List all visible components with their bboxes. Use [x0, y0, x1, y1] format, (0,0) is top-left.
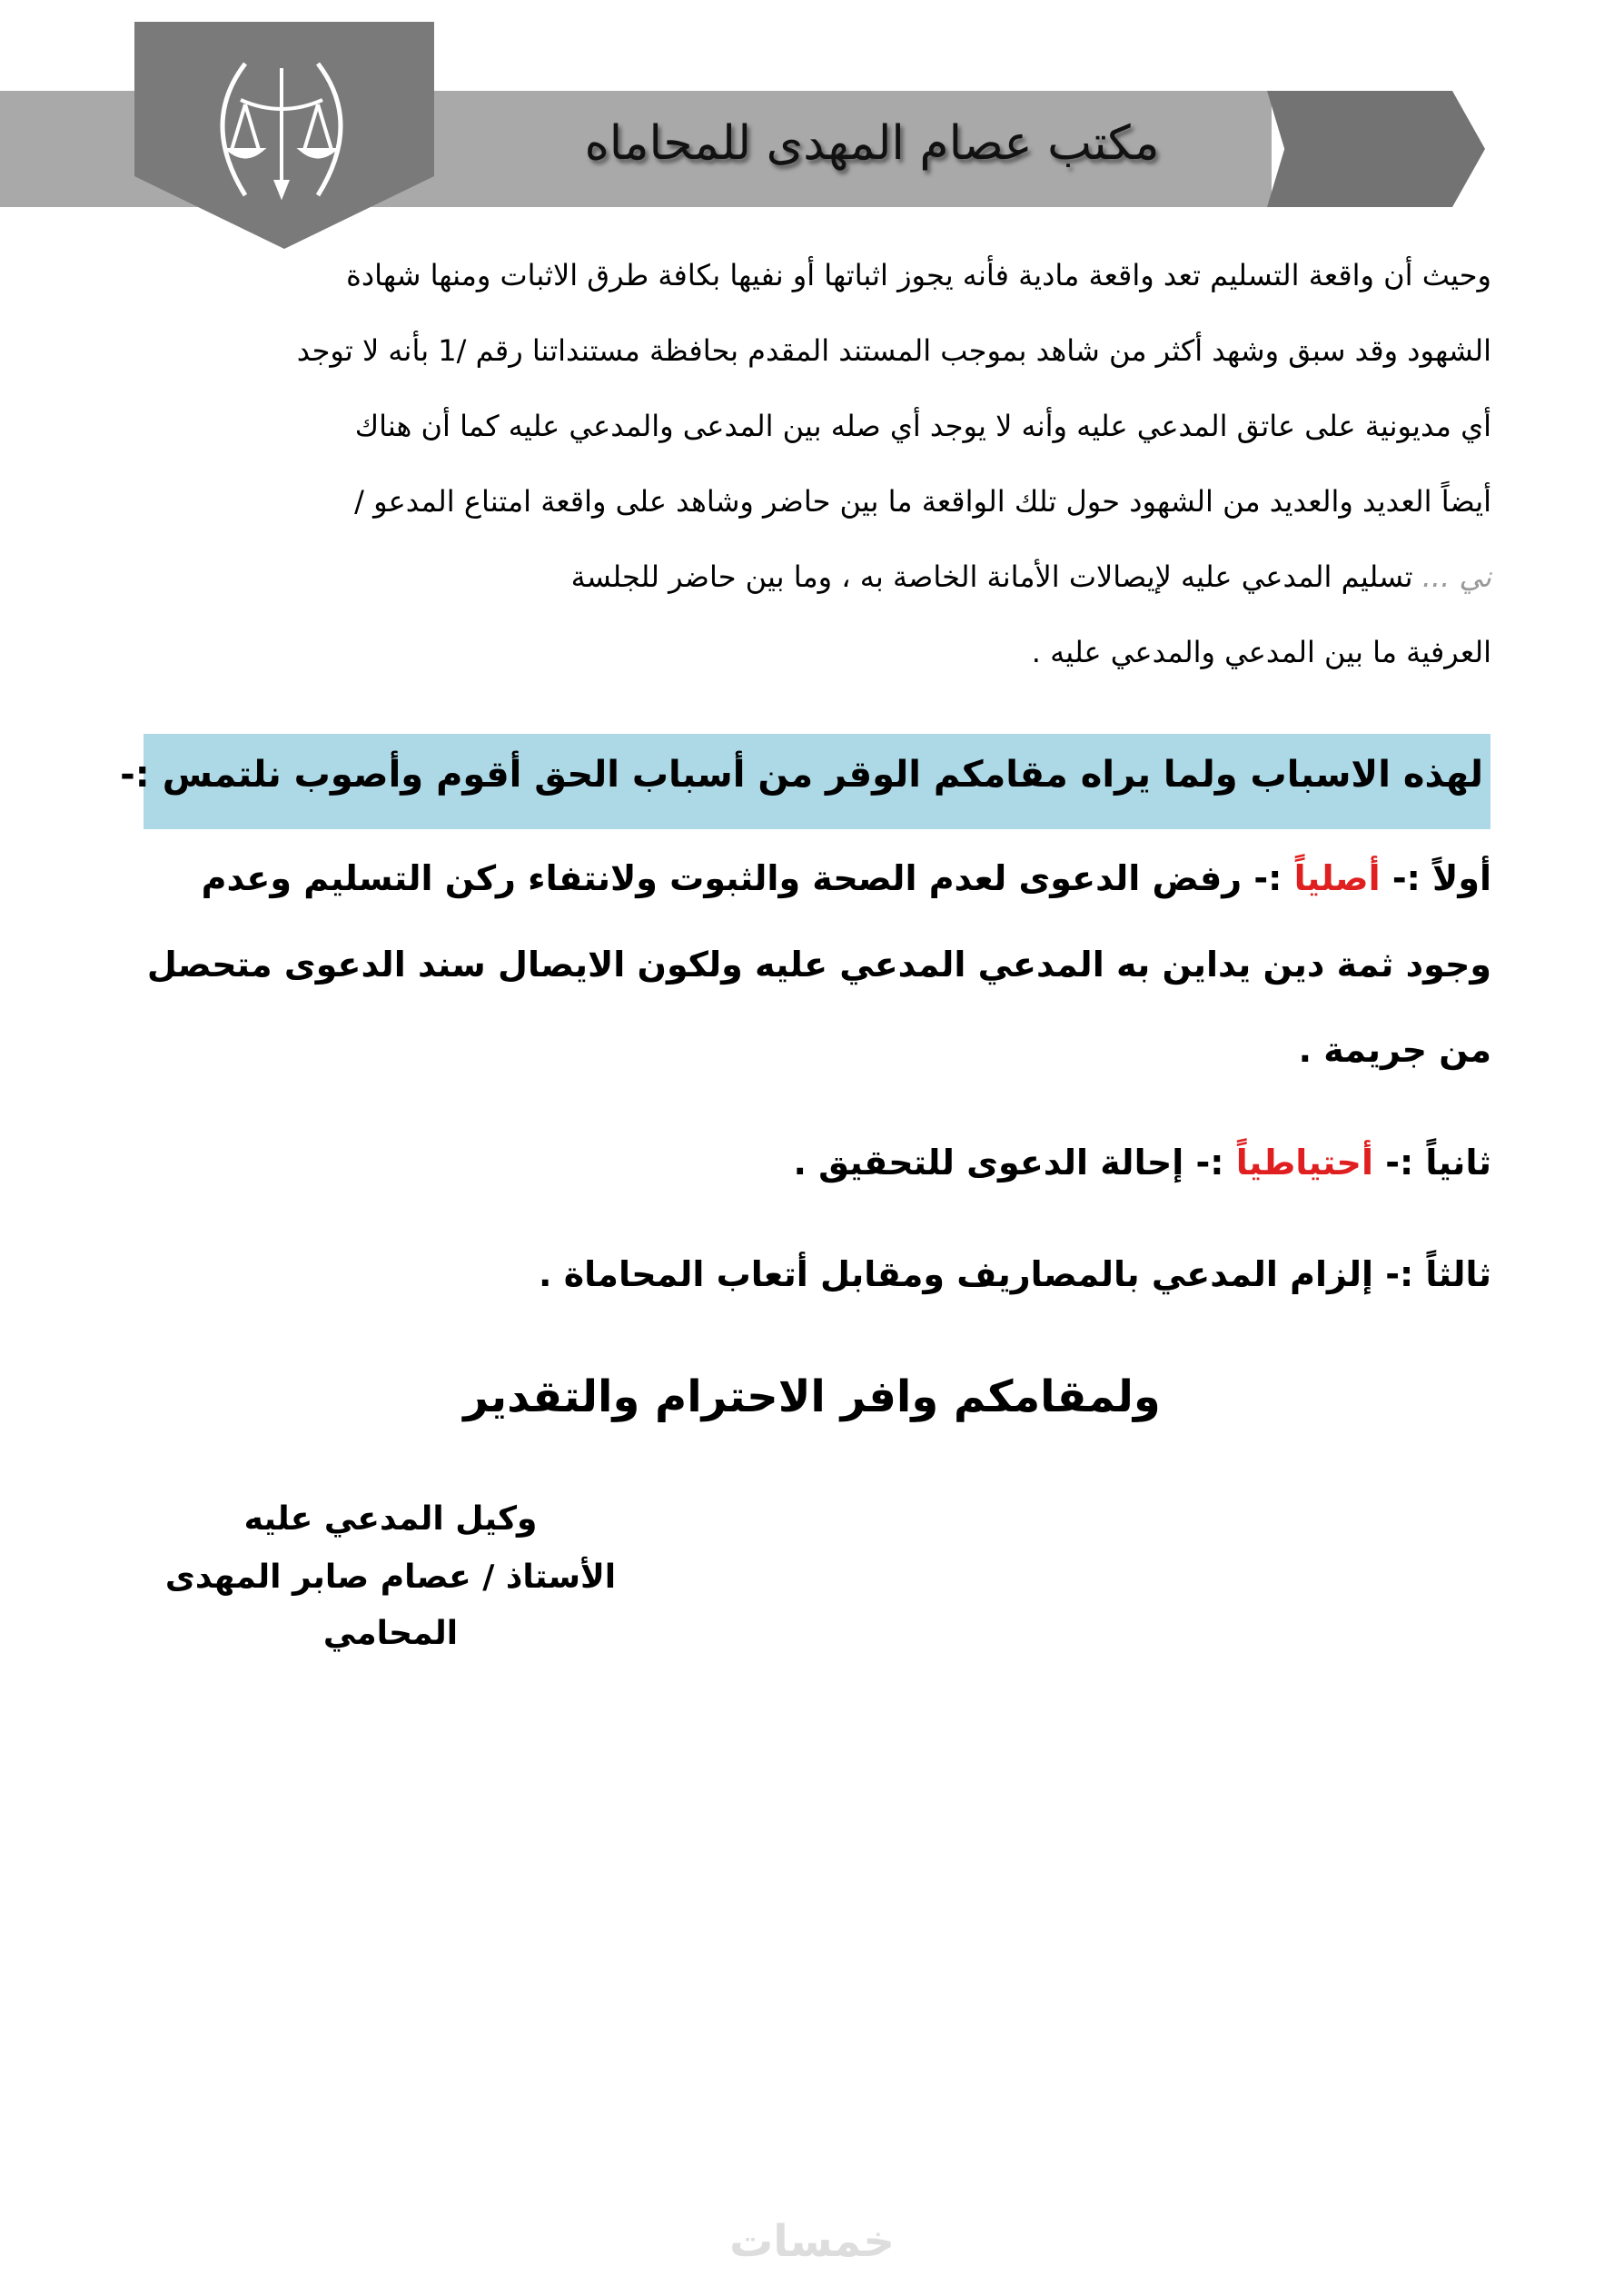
letterhead-arrow — [1267, 91, 1485, 207]
request-prefix: ثانياً :- — [1385, 1143, 1491, 1183]
body-line — [163, 539, 1491, 615]
watermark: خمسات — [729, 2216, 895, 2267]
request-text: :- إحالة الدعوى للتحقيق . — [793, 1143, 1224, 1183]
request-prefix: أولاً :- — [1391, 858, 1491, 898]
signature-title: المحامي — [322, 1615, 459, 1652]
body-paragraph — [163, 238, 1491, 690]
highlight-text: لهذه الاسباب ولما يراه مقامكم الوقر من أسباب الحق أقوم وأصوب نلتمس :- — [120, 754, 1483, 796]
body-line: وحيث أن واقعة التسليم تعد واقعة مادية فأنه يجوز اثباتها أو نفيها بكافة طرق الاثبات ومنها شهادة — [346, 258, 1491, 292]
request-third: ثالثاً :- إلزام المدعي بالمصاريف ومقابل أتعاب المحاماة . — [539, 1254, 1491, 1294]
request-first-line3: من جريمة . — [1298, 1030, 1491, 1070]
scales-of-justice-icon — [191, 50, 372, 209]
highlight-heading — [120, 734, 1490, 829]
closing-salutation: ولمقامكم وافر الاحترام والتقدير — [463, 1371, 1161, 1422]
body-line: الشهود وقد سبق وشهد أكثر من شاهد بموجب المستند المقدم بحافظة مستنداتنا رقم /1 بأنه لا توجد — [296, 333, 1491, 368]
request-second — [793, 1143, 1491, 1183]
request-label: أحتياطياً — [1235, 1143, 1373, 1183]
signature-role: وكيل المدعي عليه — [243, 1500, 538, 1538]
body-line: العرفية ما بين المدعي والمدعي عليه . — [1031, 635, 1491, 669]
redacted-name: ني ... — [1421, 559, 1491, 594]
firm-name: مكتب عصام المهدى للمحاماه — [584, 116, 1160, 171]
request-text: :- رفض الدعوى لعدم الصحة والثبوت ولانتفاء ركن التسليم وعدم — [201, 858, 1282, 898]
body-line-text: تسليم المدعي عليه لإيصالات الأمانة الخاصة به ، وما بين حاضر للجلسة — [570, 559, 1413, 594]
body-line: أي مديونية على عاتق المدعي عليه وأنه لا يوجد أي صله بين المدعى والمدعي عليه كما أن هناك — [354, 409, 1491, 443]
request-first-line2: وجود ثمة دين يداين به المدعي المدعي عليه ولكون الايصال سند الدعوى متحصل — [146, 945, 1491, 985]
signature-name: الأستاذ / عصام صابر المهدى — [164, 1559, 617, 1596]
request-first — [202, 858, 1491, 898]
request-label: أصلياً — [1293, 858, 1381, 898]
body-line: أيضاً العديد والعديد من الشهود حول تلك الواقعة ما بين حاضر وشاهد على واقعة امتناع المدعو / — [354, 484, 1491, 519]
